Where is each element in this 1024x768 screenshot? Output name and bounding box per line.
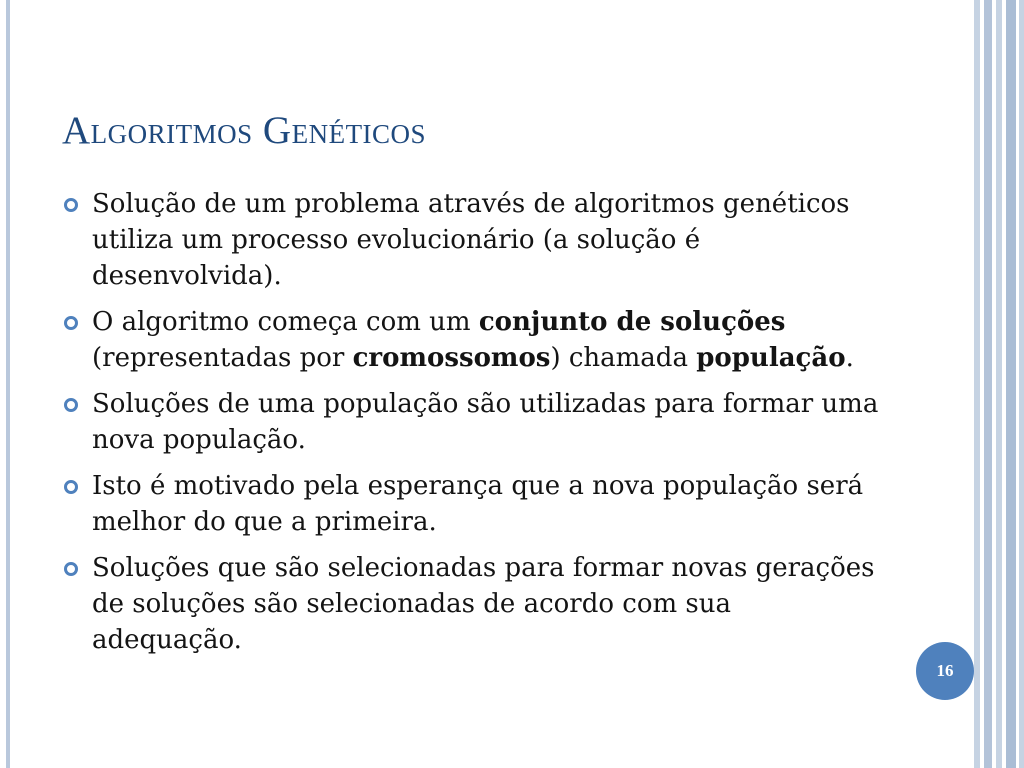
bullet-bold-term: cromossomos bbox=[352, 343, 551, 373]
left-decorative-bar bbox=[6, 0, 10, 768]
bullet-ring-icon bbox=[64, 480, 78, 494]
bullet-item bbox=[62, 386, 882, 458]
page-number-badge: 16 bbox=[916, 642, 974, 700]
bullet-bold-term: população bbox=[696, 343, 846, 373]
bullet-item bbox=[62, 304, 882, 376]
right-decorative-stripe bbox=[984, 0, 992, 768]
bullet-item bbox=[62, 186, 882, 294]
bullet-item bbox=[62, 550, 882, 658]
bullet-text: Isto é motivado pela esperança que a nova população será melhor do que a primeira. bbox=[92, 471, 864, 537]
bullet-text: O algoritmo começa com um bbox=[92, 307, 479, 337]
bullet-ring-icon bbox=[64, 562, 78, 576]
slide-title: Algoritmos Genéticos bbox=[62, 109, 427, 152]
bullet-text: ) chamada bbox=[550, 343, 697, 373]
bullet-ring-icon bbox=[64, 398, 78, 412]
bullet-text: Soluções de uma população são utilizadas para formar uma nova população. bbox=[92, 389, 879, 455]
right-decorative-stripe bbox=[996, 0, 1002, 768]
bullet-ring-icon bbox=[64, 316, 78, 330]
bullet-text: Solução de um problema através de algoritmos genéticos utiliza um processo evolucionário (a solução é desenvolvida). bbox=[92, 189, 850, 291]
bullet-list bbox=[62, 186, 882, 668]
bullet-item bbox=[62, 468, 882, 540]
right-decorative-stripe bbox=[974, 0, 980, 768]
right-decorative-stripe bbox=[1019, 0, 1024, 768]
bullet-ring-icon bbox=[64, 198, 78, 212]
bullet-text: (representadas por bbox=[92, 343, 353, 373]
bullet-text: . bbox=[845, 343, 854, 373]
bullet-text: Soluções que são selecionadas para formar novas gerações de soluções são selecionadas de acordo com sua adequação. bbox=[92, 553, 875, 655]
bullet-bold-term: conjunto de soluções bbox=[478, 307, 786, 337]
right-decorative-stripe bbox=[1006, 0, 1016, 768]
